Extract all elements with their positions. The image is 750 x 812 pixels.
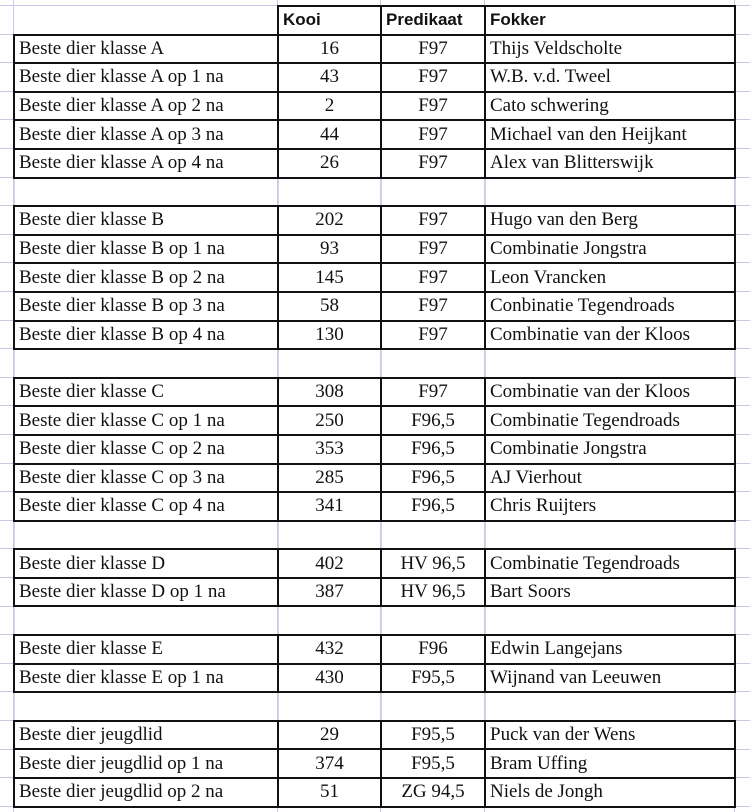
cell-predikaat[interactable]: F97	[381, 35, 485, 64]
table-row	[14, 549, 735, 578]
spacer-row	[14, 521, 735, 550]
cell-predikaat[interactable]: F96,5	[381, 464, 485, 493]
table-row	[14, 435, 735, 464]
empty-cell[interactable]	[381, 178, 485, 207]
empty-cell[interactable]	[381, 521, 485, 550]
cell-predikaat[interactable]: F97	[381, 120, 485, 149]
header-kooi[interactable]: Kooi	[278, 6, 381, 35]
cell-predikaat[interactable]: F96	[381, 635, 485, 664]
empty-cell[interactable]	[278, 349, 381, 378]
cell-titel[interactable]: Beste dier klasse B op 3 na	[14, 292, 278, 321]
table-row	[14, 120, 735, 149]
cell-kooi[interactable]: 16	[278, 35, 381, 64]
cell-predikaat[interactable]: HV 96,5	[381, 578, 485, 607]
cell-fokker[interactable]: Combinatie Tegendroads	[485, 549, 735, 578]
cell-titel[interactable]: Beste dier jeugdlid op 1 na	[14, 749, 278, 778]
cell-fokker[interactable]: Combinatie van der Kloos	[485, 321, 735, 350]
table-row	[14, 35, 735, 64]
table-row	[14, 378, 735, 407]
cell-titel[interactable]: Beste dier klasse C	[14, 378, 278, 407]
empty-cell[interactable]	[278, 521, 381, 550]
cell-fokker[interactable]: Bart Soors	[485, 578, 735, 607]
cell-fokker[interactable]: Combinatie Tegendroads	[485, 406, 735, 435]
cell-fokker[interactable]: Thijs Veldscholte	[485, 35, 735, 64]
empty-cell[interactable]	[14, 349, 278, 378]
empty-cell[interactable]	[278, 606, 381, 635]
empty-cell[interactable]	[14, 178, 278, 207]
cell-titel[interactable]: Beste dier klasse B op 2 na	[14, 263, 278, 292]
empty-cell[interactable]	[485, 606, 735, 635]
cell-kooi[interactable]: 93	[278, 235, 381, 264]
cell-fokker[interactable]: Chris Ruijters	[485, 492, 735, 521]
spacer-row	[14, 692, 735, 721]
cell-predikaat[interactable]: F96,5	[381, 492, 485, 521]
table-row	[14, 749, 735, 778]
table-row	[14, 721, 735, 750]
cell-titel[interactable]: Beste dier klasse A	[14, 35, 278, 64]
cell-kooi[interactable]: 43	[278, 63, 381, 92]
cell-titel[interactable]: Beste dier jeugdlid op 2 na	[14, 778, 278, 807]
cell-titel[interactable]: Beste dier klasse A op 4 na	[14, 149, 278, 178]
cell-kooi[interactable]: 430	[278, 664, 381, 693]
cell-predikaat[interactable]: F95,5	[381, 721, 485, 750]
cell-kooi[interactable]: 353	[278, 435, 381, 464]
header-predikaat[interactable]: Predikaat	[381, 6, 485, 35]
cell-kooi[interactable]: 26	[278, 149, 381, 178]
cell-predikaat[interactable]: F96,5	[381, 406, 485, 435]
cell-fokker[interactable]: Niels de Jongh	[485, 778, 735, 807]
table-row	[14, 492, 735, 521]
cell-kooi[interactable]: 374	[278, 749, 381, 778]
cell-titel[interactable]: Beste dier klasse A op 3 na	[14, 120, 278, 149]
header-fokker[interactable]: Fokker	[485, 6, 735, 35]
cell-titel[interactable]: Beste dier klasse A op 2 na	[14, 92, 278, 121]
empty-cell[interactable]	[14, 692, 278, 721]
cell-predikaat[interactable]: F97	[381, 63, 485, 92]
table-row	[14, 464, 735, 493]
cell-titel[interactable]: Beste dier klasse D	[14, 549, 278, 578]
cell-kooi[interactable]: 250	[278, 406, 381, 435]
cell-titel[interactable]: Beste dier klasse C op 2 na	[14, 435, 278, 464]
cell-titel[interactable]: Beste dier klasse A op 1 na	[14, 63, 278, 92]
cell-titel[interactable]: Beste dier klasse E	[14, 635, 278, 664]
cell-titel[interactable]: Beste dier klasse C op 1 na	[14, 406, 278, 435]
table-row	[14, 149, 735, 178]
table-row	[14, 206, 735, 235]
results-table	[13, 5, 736, 808]
cell-predikaat[interactable]: F95,5	[381, 749, 485, 778]
cell-titel[interactable]: Beste dier klasse D op 1 na	[14, 578, 278, 607]
table-row	[14, 92, 735, 121]
cell-predikaat[interactable]: F97	[381, 206, 485, 235]
cell-fokker[interactable]: Combinatie Jongstra	[485, 435, 735, 464]
table-row	[14, 321, 735, 350]
cell-kooi[interactable]: 51	[278, 778, 381, 807]
cell-kooi[interactable]: 285	[278, 464, 381, 493]
cell-predikaat[interactable]: F97	[381, 149, 485, 178]
cell-titel[interactable]: Beste dier klasse B op 4 na	[14, 321, 278, 350]
cell-titel[interactable]: Beste dier klasse B op 1 na	[14, 235, 278, 264]
empty-cell[interactable]	[381, 349, 485, 378]
cell-fokker[interactable]: Alex van Blitterswijk	[485, 149, 735, 178]
cell-fokker[interactable]: Conbinatie Tegendroads	[485, 292, 735, 321]
table-row	[14, 292, 735, 321]
cell-fokker[interactable]: Bram Uffing	[485, 749, 735, 778]
cell-kooi[interactable]: 130	[278, 321, 381, 350]
spacer-row	[14, 349, 735, 378]
cell-predikaat[interactable]: F97	[381, 321, 485, 350]
cell-predikaat[interactable]: F96,5	[381, 435, 485, 464]
empty-cell[interactable]	[485, 521, 735, 550]
cell-kooi[interactable]: 202	[278, 206, 381, 235]
cell-kooi[interactable]: 341	[278, 492, 381, 521]
cell-fokker[interactable]: W.B. v.d. Tweel	[485, 63, 735, 92]
cell-titel[interactable]: Beste dier klasse E op 1 na	[14, 664, 278, 693]
cell-kooi[interactable]: 58	[278, 292, 381, 321]
cell-predikaat[interactable]: F97	[381, 235, 485, 264]
cell-titel[interactable]: Beste dier klasse C op 3 na	[14, 464, 278, 493]
cell-titel[interactable]: Beste dier klasse C op 4 na	[14, 492, 278, 521]
cell-fokker[interactable]: Michael van den Heijkant	[485, 120, 735, 149]
cell-titel[interactable]: Beste dier jeugdlid	[14, 721, 278, 750]
cell-titel[interactable]: Beste dier klasse B	[14, 206, 278, 235]
empty-cell[interactable]	[485, 178, 735, 207]
cell-predikaat[interactable]: F97	[381, 92, 485, 121]
cell-fokker[interactable]: Wijnand van Leeuwen	[485, 664, 735, 693]
cell-predikaat[interactable]: HV 96,5	[381, 549, 485, 578]
table-row	[14, 778, 735, 807]
cell-kooi[interactable]: 308	[278, 378, 381, 407]
cell-fokker[interactable]: Edwin Langejans	[485, 635, 735, 664]
empty-cell[interactable]	[278, 692, 381, 721]
cell-fokker[interactable]: Combinatie Jongstra	[485, 235, 735, 264]
cell-fokker[interactable]: Combinatie van der Kloos	[485, 378, 735, 407]
cell-kooi[interactable]: 387	[278, 578, 381, 607]
cell-predikaat[interactable]: ZG 94,5	[381, 778, 485, 807]
empty-cell[interactable]	[278, 178, 381, 207]
cell-fokker[interactable]: Hugo van den Berg	[485, 206, 735, 235]
cell-fokker[interactable]: Puck van der Wens	[485, 721, 735, 750]
header-blank-cell[interactable]	[14, 6, 278, 35]
table-row	[14, 263, 735, 292]
table-row	[14, 664, 735, 693]
header-row	[14, 6, 735, 35]
cell-fokker[interactable]: Cato schwering	[485, 92, 735, 121]
table-row	[14, 635, 735, 664]
table-row	[14, 63, 735, 92]
spacer-row	[14, 178, 735, 207]
cell-predikaat[interactable]: F97	[381, 378, 485, 407]
cell-kooi[interactable]: 402	[278, 549, 381, 578]
table-row	[14, 578, 735, 607]
empty-cell[interactable]	[14, 521, 278, 550]
empty-cell[interactable]	[14, 606, 278, 635]
empty-cell[interactable]	[381, 692, 485, 721]
cell-kooi[interactable]: 44	[278, 120, 381, 149]
cell-fokker[interactable]: Leon Vrancken	[485, 263, 735, 292]
cell-fokker[interactable]: AJ Vierhout	[485, 464, 735, 493]
empty-cell[interactable]	[381, 606, 485, 635]
table-row	[14, 235, 735, 264]
cell-kooi[interactable]: 145	[278, 263, 381, 292]
spacer-row	[14, 606, 735, 635]
cell-kooi[interactable]: 29	[278, 721, 381, 750]
empty-cell[interactable]	[485, 692, 735, 721]
cell-predikaat[interactable]: F95,5	[381, 664, 485, 693]
cell-kooi[interactable]: 2	[278, 92, 381, 121]
table-row	[14, 406, 735, 435]
cell-kooi[interactable]: 432	[278, 635, 381, 664]
cell-predikaat[interactable]: F97	[381, 263, 485, 292]
cell-predikaat[interactable]: F97	[381, 292, 485, 321]
empty-cell[interactable]	[485, 349, 735, 378]
